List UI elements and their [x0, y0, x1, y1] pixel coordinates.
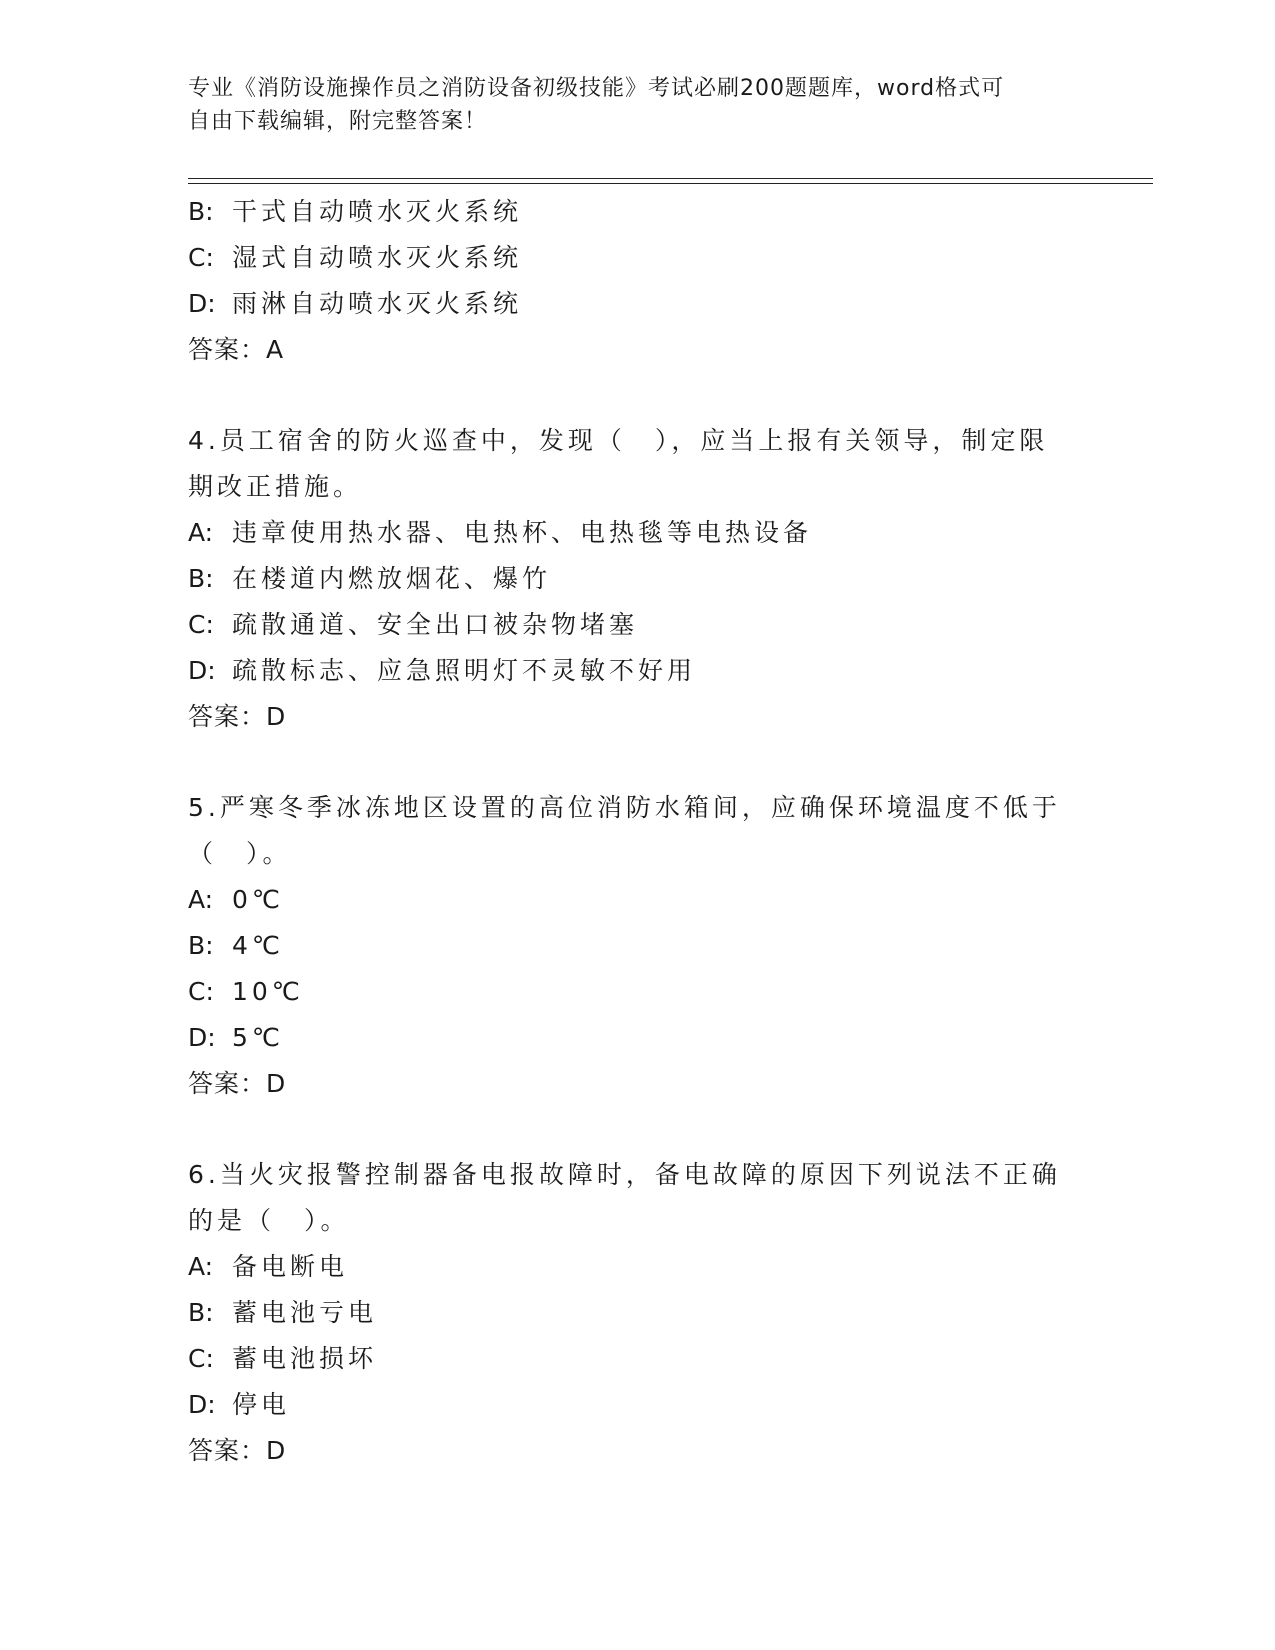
question-3-tail	[188, 189, 1088, 373]
question-stem-line-1: 6.当火灾报警控制器备电报故障时，备电故障的原因下列说法不正确	[188, 1160, 1061, 1189]
option-label: A:	[188, 1252, 214, 1281]
option-a	[188, 1244, 1088, 1290]
answer: 答案：D	[188, 1436, 287, 1465]
option-text: 备电断电	[232, 1252, 349, 1281]
option-text: 5℃	[232, 1023, 284, 1052]
question-stem-line-2: （ ）。	[188, 839, 292, 868]
option-label: A:	[188, 885, 214, 914]
header-divider-bottom	[188, 183, 1153, 184]
answer: 答案：A	[188, 335, 285, 364]
option-c	[188, 969, 1088, 1015]
option-label: C:	[188, 1344, 214, 1373]
header-line-1: 专业《消防设施操作员之消防设备初级技能》考试必刷200题题库，word格式可	[188, 76, 1005, 101]
option-label: C:	[188, 977, 214, 1006]
option-text: 疏散通道、安全出口被杂物堵塞	[232, 610, 639, 639]
option-text: 蓄电池损坏	[232, 1344, 378, 1373]
option-text: 在楼道内燃放烟花、爆竹	[232, 564, 552, 593]
option-label: B:	[188, 1298, 214, 1327]
option-a	[188, 877, 1088, 923]
option-text: 0℃	[232, 885, 284, 914]
option-b	[188, 1290, 1088, 1336]
option-label: D:	[188, 289, 216, 318]
option-label: C:	[188, 243, 214, 272]
option-c	[188, 602, 1088, 648]
option-b	[188, 923, 1088, 969]
option-d	[188, 1382, 1088, 1428]
option-b	[188, 556, 1088, 602]
option-label: B:	[188, 931, 214, 960]
option-label: A:	[188, 518, 214, 547]
option-c	[188, 235, 1088, 281]
option-text: 蓄电池亏电	[232, 1298, 378, 1327]
option-text: 雨淋自动喷水灭火系统	[232, 289, 523, 318]
option-text: 违章使用热水器、电热杯、电热毯等电热设备	[232, 518, 813, 547]
question-stem-line-2: 的是（ ）。	[188, 1206, 350, 1235]
option-label: B:	[188, 564, 214, 593]
option-label: D:	[188, 656, 216, 685]
option-text: 停电	[232, 1390, 291, 1419]
option-text: 湿式自动喷水灭火系统	[232, 243, 523, 272]
option-d	[188, 281, 1088, 327]
answer: 答案：D	[188, 702, 287, 731]
document-header	[188, 72, 1068, 138]
option-text: 干式自动喷水灭火系统	[232, 197, 523, 226]
option-label: D:	[188, 1023, 216, 1052]
option-text: 10℃	[232, 977, 304, 1006]
header-divider-top	[188, 178, 1153, 179]
question-5	[188, 785, 1088, 1107]
header-line-2: 自由下载编辑，附完整答案！	[188, 109, 488, 134]
option-text: 疏散标志、应急照明灯不灵敏不好用	[232, 656, 697, 685]
question-stem-line-1: 5.严寒冬季冰冻地区设置的高位消防水箱间，应确保环境温度不低于	[188, 793, 1061, 822]
option-c	[188, 1336, 1088, 1382]
option-a	[188, 510, 1088, 556]
option-label: C:	[188, 610, 214, 639]
option-label: D:	[188, 1390, 216, 1419]
option-d	[188, 1015, 1088, 1061]
question-list	[188, 189, 1088, 1474]
option-label: B:	[188, 197, 214, 226]
option-text: 4℃	[232, 931, 284, 960]
option-d	[188, 648, 1088, 694]
question-6	[188, 1152, 1088, 1474]
question-4	[188, 418, 1088, 740]
question-stem-line-1: 4.员工宿舍的防火巡查中，发现（ ），应当上报有关领导，制定限	[188, 426, 1049, 455]
answer: 答案：D	[188, 1069, 287, 1098]
option-b	[188, 189, 1088, 235]
question-stem-line-2: 期改正措施。	[188, 472, 363, 501]
